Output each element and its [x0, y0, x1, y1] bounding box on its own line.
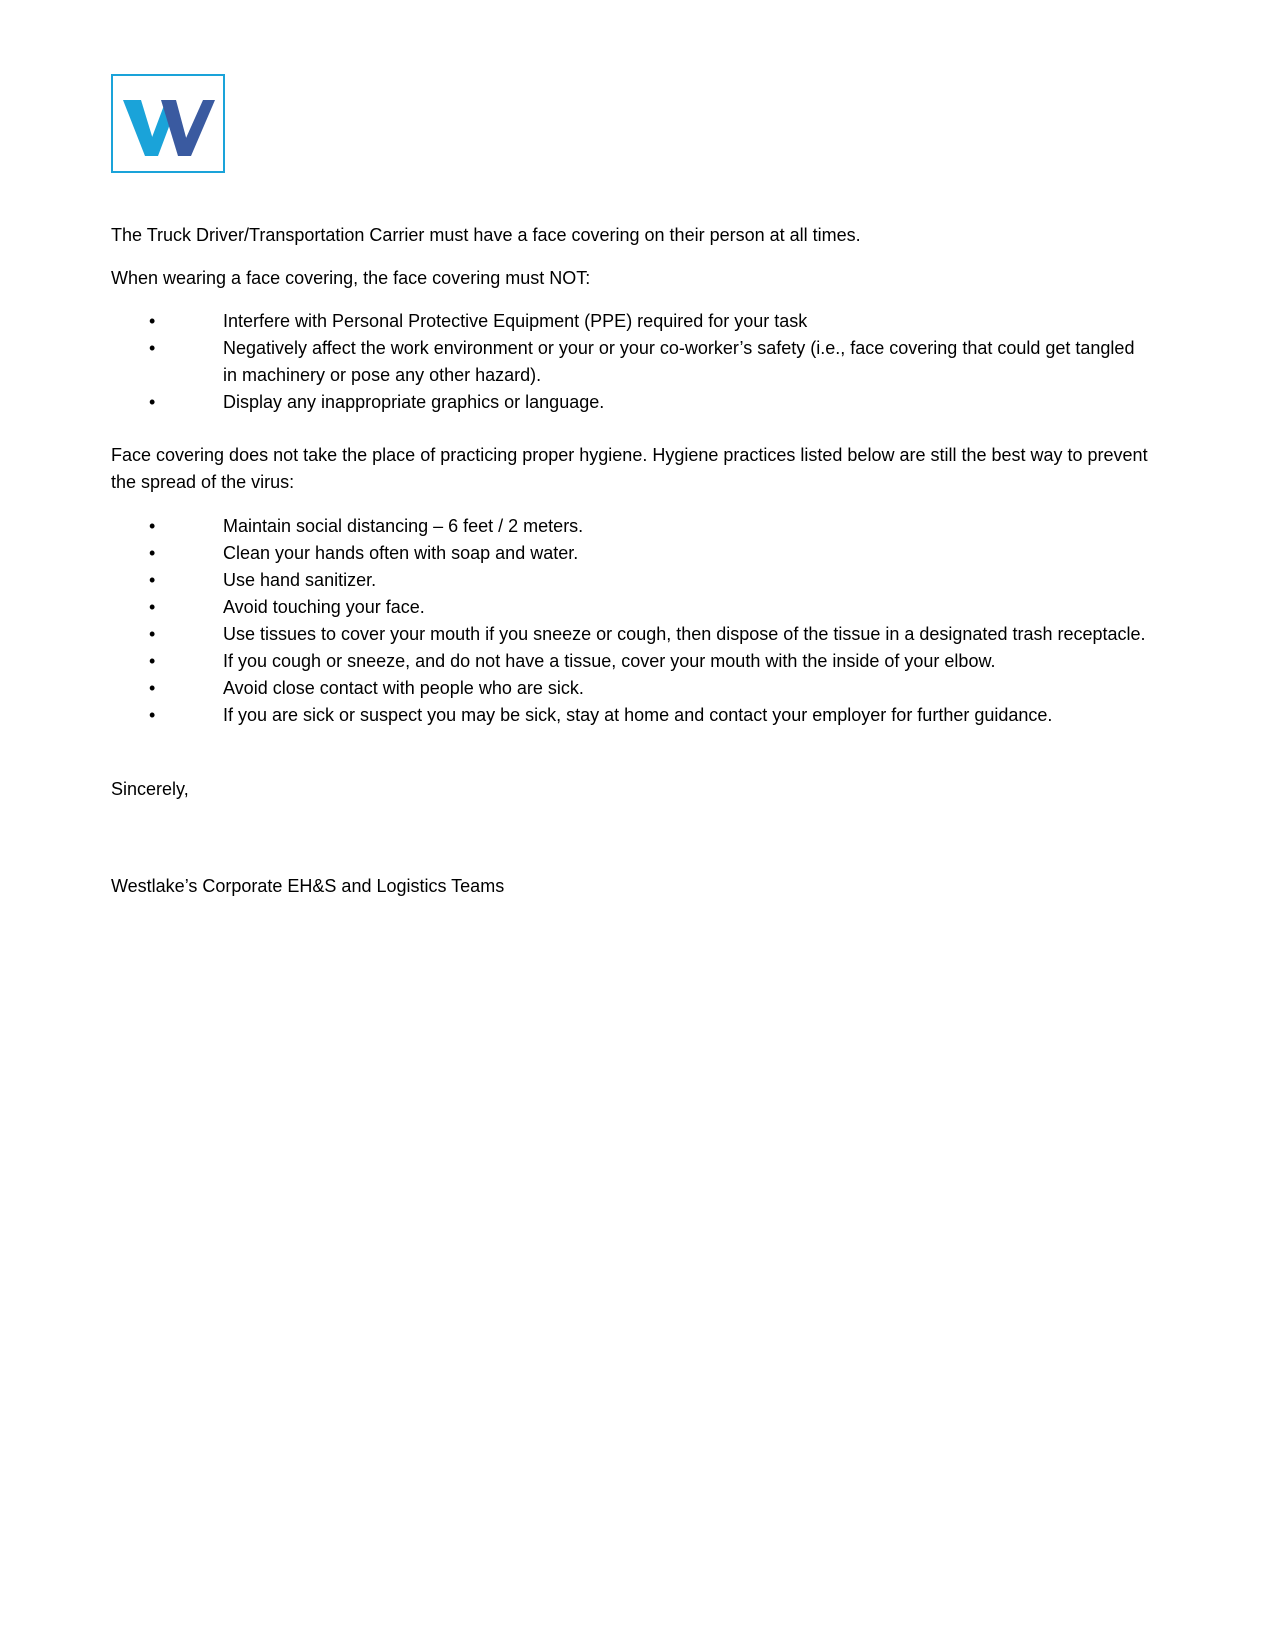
- bullet-icon: •: [149, 597, 156, 617]
- bullet-icon: •: [149, 516, 156, 536]
- hygiene-list: [111, 513, 1151, 729]
- letter-body: [111, 222, 1151, 900]
- signature-line: Westlake’s Corporate EH&S and Logistics Teams: [111, 876, 505, 896]
- hygiene-paragraph: Face covering does not take the place of practicing proper hygiene. Hygiene practices listed below are still the best way to prevent the spread of the virus:: [111, 445, 1148, 492]
- bullet-icon: •: [149, 338, 156, 358]
- bullet-icon: •: [149, 570, 156, 590]
- bullet-icon: •: [149, 543, 156, 563]
- westlake-w-logo-icon: [113, 76, 223, 171]
- bullet-icon: •: [149, 678, 156, 698]
- list-item: • Avoid touching your face.: [111, 594, 1151, 621]
- list-item: • Use hand sanitizer.: [111, 567, 1151, 594]
- bullet-icon: •: [149, 392, 156, 412]
- list-item: • Interfere with Personal Protective Equipment (PPE) required for your task: [111, 308, 1151, 335]
- list-item: • If you are sick or suspect you may be sick, stay at home and contact your employer for further guidance.: [111, 702, 1151, 729]
- company-logo: [111, 74, 225, 173]
- list-item: • Use tissues to cover your mouth if you sneeze or cough, then dispose of the tissue in a designated trash receptacle.: [111, 621, 1151, 648]
- list-item: • Avoid close contact with people who are sick.: [111, 675, 1151, 702]
- list-item: • Maintain social distancing – 6 feet / 2 meters.: [111, 513, 1151, 540]
- intro-paragraph: The Truck Driver/Transportation Carrier must have a face covering on their person at all times.: [111, 225, 861, 245]
- must-not-heading: When wearing a face covering, the face covering must NOT:: [111, 268, 591, 288]
- bullet-icon: •: [149, 624, 156, 644]
- must-not-list: [111, 308, 1151, 416]
- list-item: • Clean your hands often with soap and water.: [111, 540, 1151, 567]
- bullet-icon: •: [149, 311, 156, 331]
- bullet-icon: •: [149, 651, 156, 671]
- list-item: • Display any inappropriate graphics or language.: [111, 389, 1151, 416]
- list-item: • If you cough or sneeze, and do not have a tissue, cover your mouth with the inside of your elbow.: [111, 648, 1151, 675]
- bullet-icon: •: [149, 705, 156, 725]
- closing-salutation: Sincerely,: [111, 779, 189, 799]
- list-item: • Negatively affect the work environment or your or your co-worker’s safety (i.e., face covering that could get tangled in machinery or pose any other hazard).: [111, 335, 1151, 389]
